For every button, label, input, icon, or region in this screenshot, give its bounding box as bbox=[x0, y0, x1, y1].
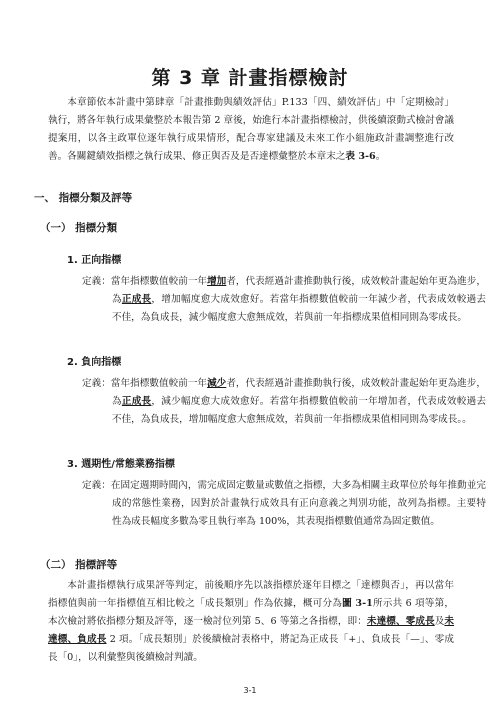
page-number: 3-1 bbox=[243, 686, 257, 695]
negative-def-text-2: 者，代表經過計畫推動執行後，成效較計畫起始年更為進步，為 bbox=[112, 378, 487, 407]
positive-keyword-growth: 正成長 bbox=[121, 294, 152, 305]
negative-keyword-growth: 正成長 bbox=[121, 396, 152, 407]
rating-text-1: 本計畫指標執行成果評等判定，前後順序先以該指標於逐年目標之「達標與否」，再以當年指標值與前一年指標值互相比較之「成長類別」作為依據，概可分為 bbox=[48, 580, 454, 609]
positive-def-text-3: ，增加幅度愈大成效愈好。若當年指標數值較前一年減少者，代表成效較過去不佳，為負成長，減少幅度愈大愈無成效，若與前一年指標成果值相同則為零成長。 bbox=[112, 294, 487, 323]
definition-negative-indicator bbox=[82, 375, 486, 429]
definition-periodic-indicator: 定義：在固定週期時間內，需完成固定數量或數值之指標，大多為相關主政單位於每年推動並完成的常態性業務，因對於計畫執行成效具有正向意義之判別功能，故列為指標。主要特性為成長幅度多數為零且執行率為 100%，其表現指標數值通常為固定數值。 bbox=[82, 480, 486, 527]
figure-reference: 圖 3-1 bbox=[342, 598, 373, 609]
table-reference: 表 3-6 bbox=[345, 151, 376, 162]
positive-keyword-increase: 增加 bbox=[207, 276, 227, 287]
rating-text-3: 及 bbox=[434, 616, 445, 627]
chapter-title: 第 3 章 計畫指標檢討 bbox=[151, 67, 349, 89]
section-heading-indicator-classification: 一、 指標分類及評等 bbox=[34, 192, 133, 204]
rating-keyword-zero-growth: 未達標、零成長 bbox=[366, 616, 435, 627]
heading-positive-indicator: 1. 正向指標 bbox=[67, 255, 122, 266]
positive-def-text-2: 者，代表經過計畫推動執行後，成效較計畫起始年更為進步，為 bbox=[112, 276, 487, 305]
definition-positive-indicator bbox=[82, 273, 486, 327]
heading-negative-indicator: 2. 負向指標 bbox=[67, 357, 122, 368]
rating-text-2: 所示共 6 項等第，本次檢討將依指標分類及評等，逐一檢討位列第 5、6 等第之各指標，即： bbox=[48, 598, 455, 627]
intro-text: 本章節依本計畫中第肆章「計畫推動與績效評估」P.133「四、績效評估」中「定期檢討」執行，將各年執行成果彙整於本報告第 2 章後，始進行本計畫指標檢討，供後續滾動式檢討會議提案用，以各主政單位逐年執行成果情形，配合專家建議及未來工作小組施政計畫調整進行改善。各關鍵績效指標之執行成果、修正與否及是否達標彙整於本章末之 bbox=[48, 97, 454, 162]
negative-def-text-1: 定義：當年指標數值較前一年 bbox=[82, 378, 208, 389]
rating-keyword-negative-growth: 未達標、負成長 bbox=[48, 616, 454, 645]
subsection-heading-classification: （一） 指標分類 bbox=[40, 222, 118, 234]
rating-paragraph bbox=[48, 577, 454, 667]
rating-text-4: 2 項。「成長類別」於後續檢討表格中，將記為正成長「+」、負成長「—」、零成長「0」，以利彙整與後續檢討判讀。 bbox=[48, 634, 454, 663]
intro-paragraph bbox=[48, 94, 454, 166]
subsection-heading-rating: （二） 指標評等 bbox=[40, 559, 118, 571]
positive-def-text-1: 定義：當年指標數值較前一年 bbox=[82, 276, 208, 287]
negative-def-text-3: ，減少幅度愈大成效愈好。若當年指標數值較前一年增加者，代表成效較過去不佳，為負成長，增加幅度愈大愈無成效，若與前一年指標成果值相同則為零成長。。 bbox=[112, 396, 487, 425]
intro-end: 。 bbox=[375, 151, 386, 162]
negative-keyword-decrease: 減少 bbox=[207, 378, 227, 389]
heading-periodic-indicator: 3. 週期性/常態業務指標 bbox=[67, 459, 175, 470]
